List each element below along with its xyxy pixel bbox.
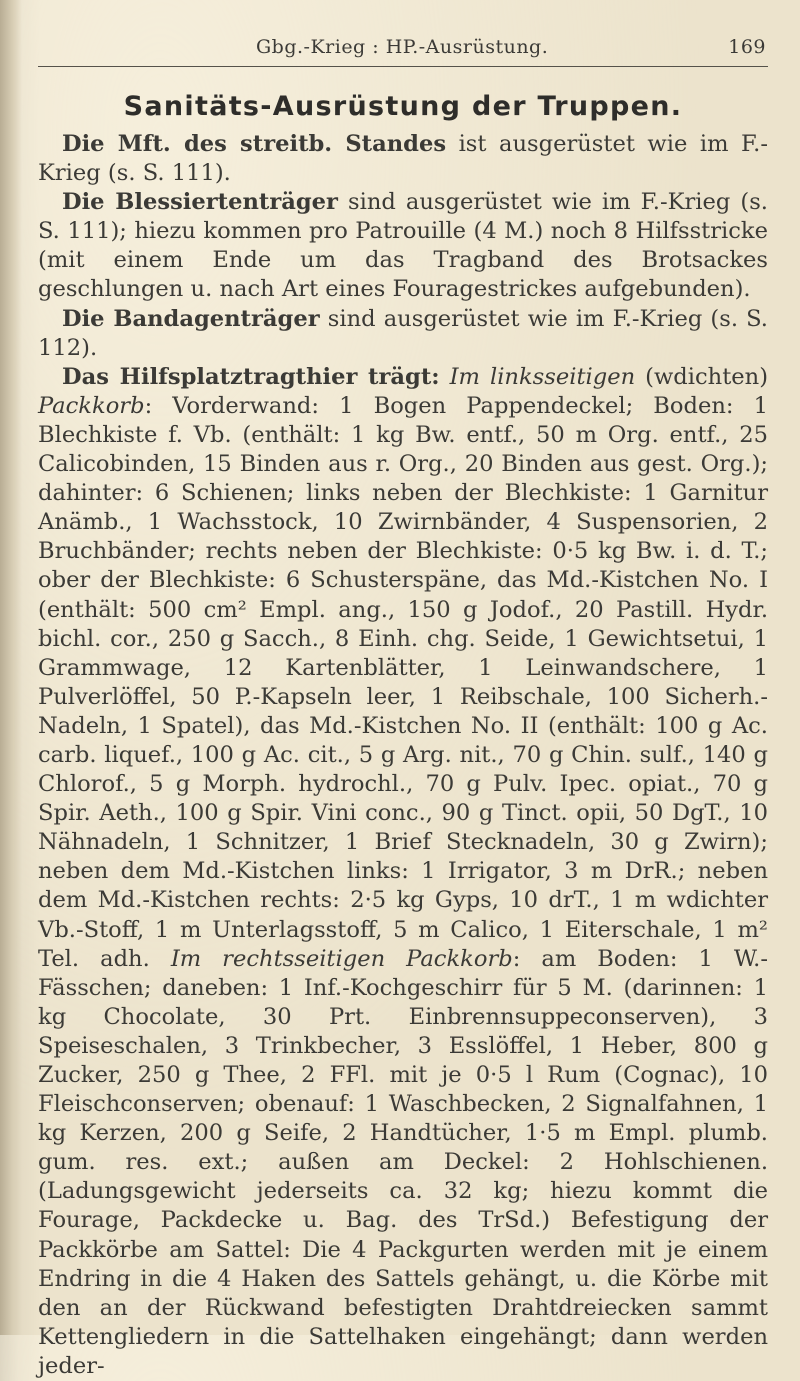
paragraph-text: sind ausgerüstet wie im F.-Krieg (s. S. 111); hiezu kommen pro Patrouille (4 M.) noch 8 Hilfsstricke (mit einem Ende um das Tragband des Brotsackes geschlungen u. nach Art eines Fouragestrickes aufgebunden). [38,189,768,303]
book-spine-shadow [0,0,22,1335]
paragraph-text: ist ausgerüstet wie im F.-Krieg (s. S. 111). [38,131,768,187]
italic-phrase: Im rechtsseitigen Packkorb [170,945,513,972]
running-title: Gbg.-Krieg : HP.-Ausrüstung. [256,36,549,58]
paragraph-mft [38,130,768,188]
paragraph-lead: Das Hilfsplatztragthier trägt: [62,363,440,390]
running-header [38,30,768,67]
body-text [38,130,768,1381]
page-number: 169 [728,36,766,58]
paragraph-text: : Vorderwand: 1 Bogen Pappendeckel; Boden: 1 Blechkiste f. Vb. (enthält: 1 kg Bw. entf., 50 m Org. entf., 25 Calicobinden, 15 Binden aus r. Org., 20 Binden aus gest. Org.); dahinter: 6 Schienen; links neben der Blechkiste: 1 Garnitur Anämb., 1 Wachsstock, 10 Zwirnbänder, 4 Suspensorien, 2 Bruchbänder; rechts neben der Blechkiste: 0·5 kg Bw. i. d. T.; ober der Blechkiste: 6 Schusterspäne, das Md.-Kistchen No. I (enthält: 500 cm² Empl. ang., 150 g Jodof., 20 Pastill. Hydr. bichl. cor., 250 g Sacch., 8 Einh. chg. Seide, 1 Gewichtsetui, 1 Grammwage, 12 Kartenblätter, 1 Leinwandschere, 1 Pulverlöffel, 50 P.-Kapseln leer, 1 Reibschale, 100 Sicherh.-Nadeln, 1 Spatel), das Md.-Kistchen No. II (enthält: 100 g Ac. carb. liquef., 100 g Ac. cit., 5 g Arg. nit., 70 g Chin. sulf., 140 g Chlorof., 5 g Morph. hydrochl., 70 g Pulv. Ipec. opiat., 70 g Spir. Aeth., 100 g Spir. Vini conc., 90 g Tinct. opii, 50 DgT., 10 Nähnadeln, 1 Schnitzer, 1 Brief Stecknadeln, 30 g Zwirn); neben dem Md.-Kistchen links: 1 Irrigator, 3 m DrR.; neben dem Md.-Kistchen rechts: 2·5 kg Gyps, 10 drT., 1 m wdichter Vb.-Stoff, 1 m Unterlagsstoff, 5 m Calico, 1 Eiterschale, 1 m² Tel. adh. [38,392,768,972]
paragraph-hilfsplatztragthier [38,363,768,1381]
book-page [38,30,768,1381]
italic-phrase: Packkorb [38,392,145,419]
italic-phrase: Im linksseitigen [449,363,636,390]
section-heading: Sanitäts-Ausrüstung der Truppen. [123,91,683,122]
paragraph-lead: Die Blessiertenträger [62,189,338,216]
paragraph-text: : am Boden: 1 W.-Fässchen; daneben: 1 Inf.-Kochgeschirr für 5 M. (darinnen: 1 kg Chocolate, 30 Prt. Einbrennsuppeconserven), 3 Speiseschalen, 3 Trinkbecher, 3 Esslöffel, 1 Heber, 800 g Zucker, 250 g Thee, 2 FFl. mit je 0·5 l Rum (Cognac), 10 Fleischconserven; obenauf: 1 Waschbecken, 2 Signalfahnen, 1 kg Kerzen, 200 g Seife, 2 Handtücher, 1·5 m Empl. plumb. gum. res. ext.; außen am Deckel: 2 Hohlschienen. (Ladungsgewicht jederseits ca. 32 kg; hiezu kommt die Fourage, Packdecke u. Bag. des TrSd.) Befestigung der Packkörbe am Sattel: Die 4 Packgurten werden mit je einem Endring in die 4 Haken des Sattels gehängt, u. die Körbe mit den an der Rückwand befestigten Drahtdreiecken sammt Kettengliedern in die Sattelhaken eingehängt; dann werden jeder- [38,945,768,1379]
paragraph-text: sind ausgerüstet wie im F.-Krieg (s. S. 112). [38,305,768,361]
paragraph-blessiertentraeger [38,188,768,304]
paragraph-lead: Die Bandagenträger [62,305,320,332]
paragraph-lead: Die Mft. des streitb. Standes [62,131,447,157]
paragraph-text: (wdichten) [635,363,769,390]
paragraph-bandagentraeger [38,305,768,363]
